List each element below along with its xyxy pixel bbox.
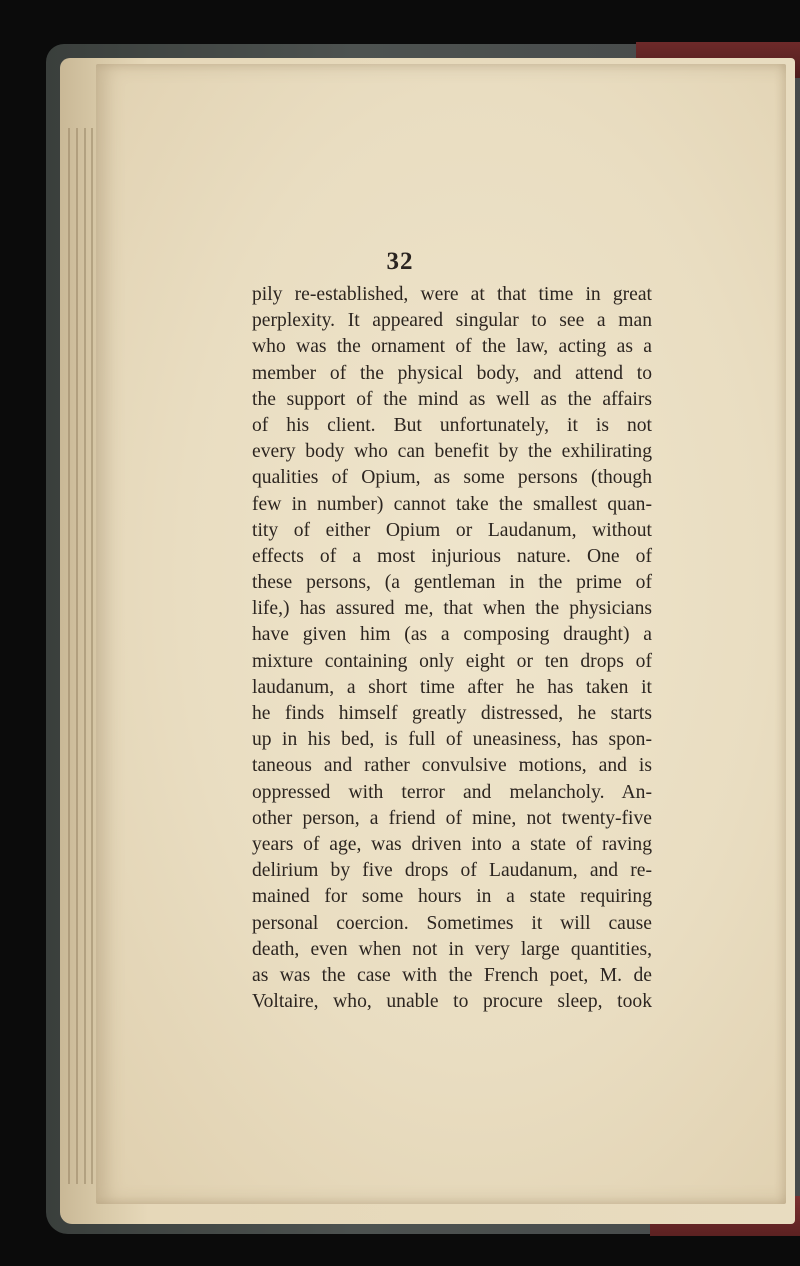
text-line: of his client. But unfortunately, it is not <box>252 414 652 436</box>
text-line: qualities of Opium, as some persons (though <box>252 467 652 489</box>
text-line: oppressed with terror and melancholy. An- <box>252 781 652 803</box>
text-line: Voltaire, who, unable to procure sleep, took <box>252 991 652 1013</box>
text-line: pily re-established, were at that time in great <box>252 284 652 305</box>
text-line: delirium by five drops of Laudanum, and re- <box>252 860 652 882</box>
leaf-edge <box>91 128 93 1184</box>
text-line: up in his bed, is full of uneasiness, has spon- <box>252 729 652 751</box>
text-line: mained for some hours in a state requiring <box>252 886 652 908</box>
text-line: perplexity. It appeared singular to see a man <box>252 310 652 332</box>
text-line: few in number) cannot take the smallest quan- <box>252 493 652 515</box>
text-line: effects of a most injurious nature. One of <box>252 545 652 567</box>
text-line: other person, a friend of mine, not twenty-five <box>252 807 652 829</box>
text-line: laudanum, a short time after he has taken it <box>252 676 652 698</box>
text-line: personal coercion. Sometimes it will cause <box>252 912 652 934</box>
page-number: 32 <box>386 248 414 275</box>
leaf-edge <box>76 128 78 1184</box>
body-text <box>252 282 652 1015</box>
text-line: these persons, (a gentleman in the prime of <box>252 572 652 594</box>
text-line: tity of either Opium or Laudanum, without <box>252 519 652 541</box>
text-line: who was the ornament of the law, acting as a <box>252 336 652 358</box>
text-line: death, even when not in very large quantities, <box>252 938 652 960</box>
text-line: every body who can benefit by the exhilirating <box>252 441 652 463</box>
leaf-edge <box>84 128 86 1184</box>
text-line: the support of the mind as well as the affairs <box>252 388 652 410</box>
text-line: he finds himself greatly distressed, he starts <box>252 703 652 724</box>
text-line: taneous and rather convulsive motions, and is <box>252 755 652 777</box>
text-line: have given him (as a composing draught) a <box>252 624 652 646</box>
text-line: member of the physical body, and attend to <box>252 362 652 384</box>
text-line: life,) has assured me, that when the physicians <box>252 598 652 620</box>
text-line: as was the case with the French poet, M. de <box>252 964 652 986</box>
text-line: mixture containing only eight or ten drops of <box>252 650 652 672</box>
leaf-edge <box>68 128 70 1184</box>
text-line: years of age, was driven into a state of raving <box>252 833 652 855</box>
